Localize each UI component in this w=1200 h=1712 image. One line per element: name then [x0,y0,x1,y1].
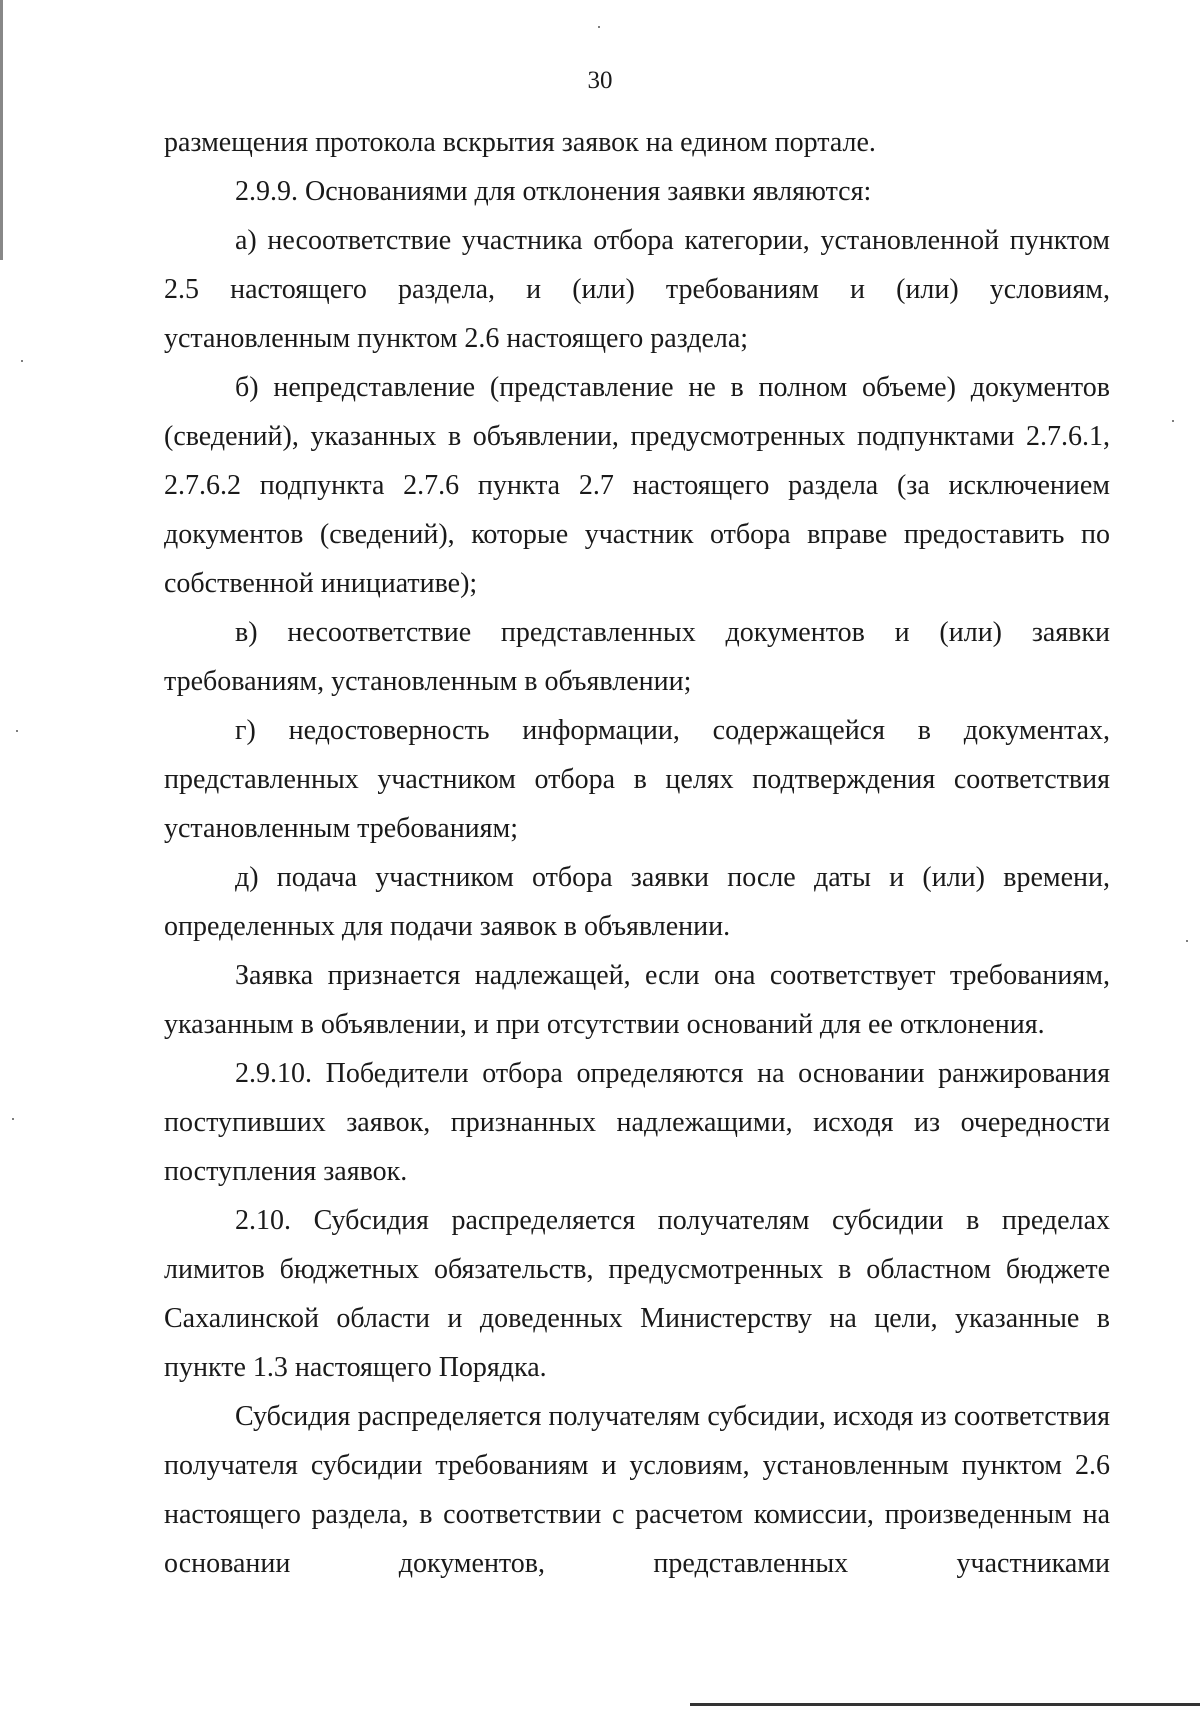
bottom-rule [690,1703,1200,1706]
document-body [164,118,1110,1588]
paragraph-item-b: б) непредставление (представление не в полном объеме) документов (сведений), указанных в объявлении, предусмотренных подпунктами 2.7.6.1, 2.7.6.2 подпункта 2.7.6 пункта 2.7 настоящего раздела (за исключением документов (сведений), которые участник отбора вправе предоставить по собственной инициативе); [164,372,1110,599]
paragraph-continuation: размещения протокола вскрытия заявок на едином портале. [164,127,876,158]
paragraph-2-9-9: 2.9.9. Основаниями для отклонения заявки являются: [235,176,872,207]
scan-speck [12,1118,14,1120]
paragraph-item-g: г) недостоверность информации, содержащейся в документах, представленных участником отбора в целях подтверждения соответствия установленным требованиям; [164,715,1110,844]
paragraph-subsidy-distribution: Субсидия распределяется получателям субсидии, исходя из соответствия получателя субсидии требованиям и условиям, установленным пунктом 2.6 настоящего раздела, в соответствии с расчетом комиссии, произведенным на основании документов, представленных участниками [164,1401,1110,1579]
paragraph-item-v: в) несоответствие представленных документов и (или) заявки требованиям, установленным в объявлении; [164,617,1110,697]
scan-speck [1172,420,1174,422]
scan-speck [1186,940,1188,942]
scan-speck [16,730,18,732]
paragraph-item-a: а) несоответствие участника отбора категории, установленной пунктом 2.5 настоящего раздела, и (или) требованиям и (или) условиям, установленным пунктом 2.6 настоящего раздела; [164,225,1110,354]
paragraph-2-9-10: 2.9.10. Победители отбора определяются на основании ранжирования поступивших заявок, признанных надлежащими, исходя из очередности поступления заявок. [164,1058,1110,1187]
paragraph-proper-application: Заявка признается надлежащей, если она соответствует требованиям, указанным в объявлении, и при отсутствии оснований для ее отклонения. [164,960,1110,1040]
scan-speck [598,26,600,28]
paragraph-2-10: 2.10. Субсидия распределяется получателям субсидии в пределах лимитов бюджетных обязательств, предусмотренных в областном бюджете Сахалинской области и доведенных Министерству на цели, указанные в пункте 1.3 настоящего Порядка. [164,1205,1110,1383]
page-number: 30 [587,67,613,94]
scan-speck [21,360,23,362]
scan-edge-shadow [0,0,3,260]
paragraph-item-d: д) подача участником отбора заявки после даты и (или) времени, определенных для подачи заявок в объявлении. [164,862,1110,942]
